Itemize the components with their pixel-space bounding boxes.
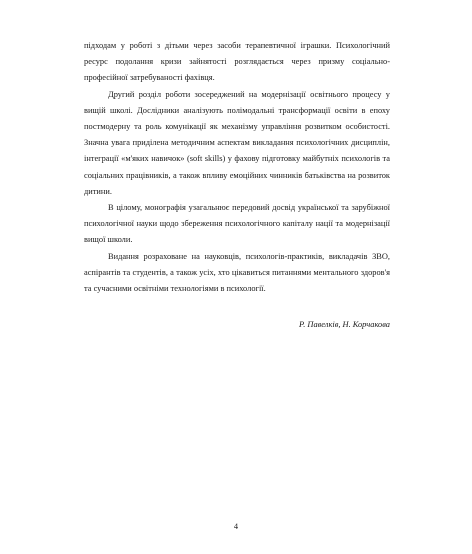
- paragraph-second-section: Другий розділ роботи зосереджений на модернізації освітнього процесу у вищій школі. Дослідники аналізують полімодальні трансформації освіти в епоху постмодерну та роль комунікації як механізму управління розвитком особистості. Значна увага приділена методичним аспектам викладання психологічних дисциплін, інтеграції «м'яких навичок» (soft skills) у фахову підготовку майбутніх психологів та соціальних працівників, а також впливу емоційних чинників батьківства на розвиток дитини.: [84, 89, 390, 196]
- page-number: 4: [233, 522, 239, 531]
- paragraph-continuation: підходам у роботі з дітьми через засоби терапевтичної іграшки. Психологічний ресурс подолання кризи зайнятості розглядається через призму соціально-професійної затребуваності фахівця.: [84, 41, 390, 83]
- body-text: [84, 38, 390, 333]
- paragraph-audience: Видання розраховане на науковців, психологів-практиків, викладачів ЗВО, аспірантів та студентів, а також усіх, хто цікавиться питаннями ментального здоров'я та сучасними освітніми технологіями в психології.: [84, 251, 390, 294]
- paragraph-summary: В цілому, монографія узагальнює передовий досвід української та зарубіжної психологічної науки щодо збереження психологічного капіталу нації та модернізації вищої школи.: [84, 203, 390, 245]
- author-signature: Р. Павелків, Н. Корчакова: [298, 320, 390, 330]
